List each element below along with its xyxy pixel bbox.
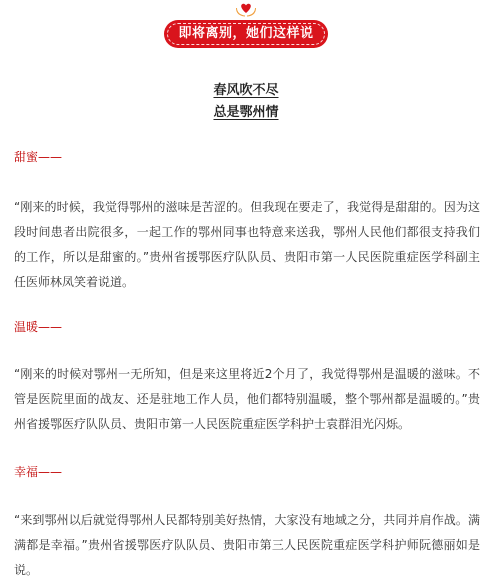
section-title-warm: 温暖—— — [14, 320, 63, 334]
banner-pill — [164, 20, 328, 48]
headline-line-2-text: 总是鄂州情 — [213, 105, 279, 120]
section-title-happy: 幸福—— — [14, 465, 63, 479]
heart-in-hands-icon — [234, 1, 258, 17]
section-paragraph-warm: “刚来的时候对鄂州一无所知，但是来这里将近2个月了，我觉得鄂州是温暖的滋味。不管是医院里面的战友、还是驻地工作人员，他们都特别温暖，整个鄂州都是温暖的。”贵州省援鄂医疗队队员、贵阳市第一人民医院重症医学科护士袁群泪光闪烁。 — [14, 367, 480, 431]
headline-line-1 — [0, 79, 492, 98]
headline-line-2 — [0, 101, 492, 120]
headline-line-1-text: 春风吹不尽 — [213, 83, 279, 98]
banner-label: 即将离别，她们这样说 — [178, 26, 314, 41]
section-paragraph-happy: “来到鄂州以后就觉得鄂州人民都特别美好热情，大家没有地域之分，共同并肩作战。满满都是幸福。”贵州省援鄂医疗队队员、贵阳市第三人民医院重症医学科护师阮德丽如是说。 — [14, 513, 480, 577]
section-banner — [0, 0, 492, 50]
section-title-sweet: 甜蜜—— — [14, 150, 63, 164]
section-paragraph-sweet: “刚来的时候，我觉得鄂州的滋味是苦涩的。但我现在要走了，我觉得是甜甜的。因为这段时间患者出院很多，一起工作的鄂州同事也特意来送我，鄂州人民他们都很支持我们的工作，所以是甜蜜的。”贵州省援鄂医疗队队员、贵阳市第一人民医院重症医学科副主任医师林凤笑着说道。 — [14, 200, 480, 289]
